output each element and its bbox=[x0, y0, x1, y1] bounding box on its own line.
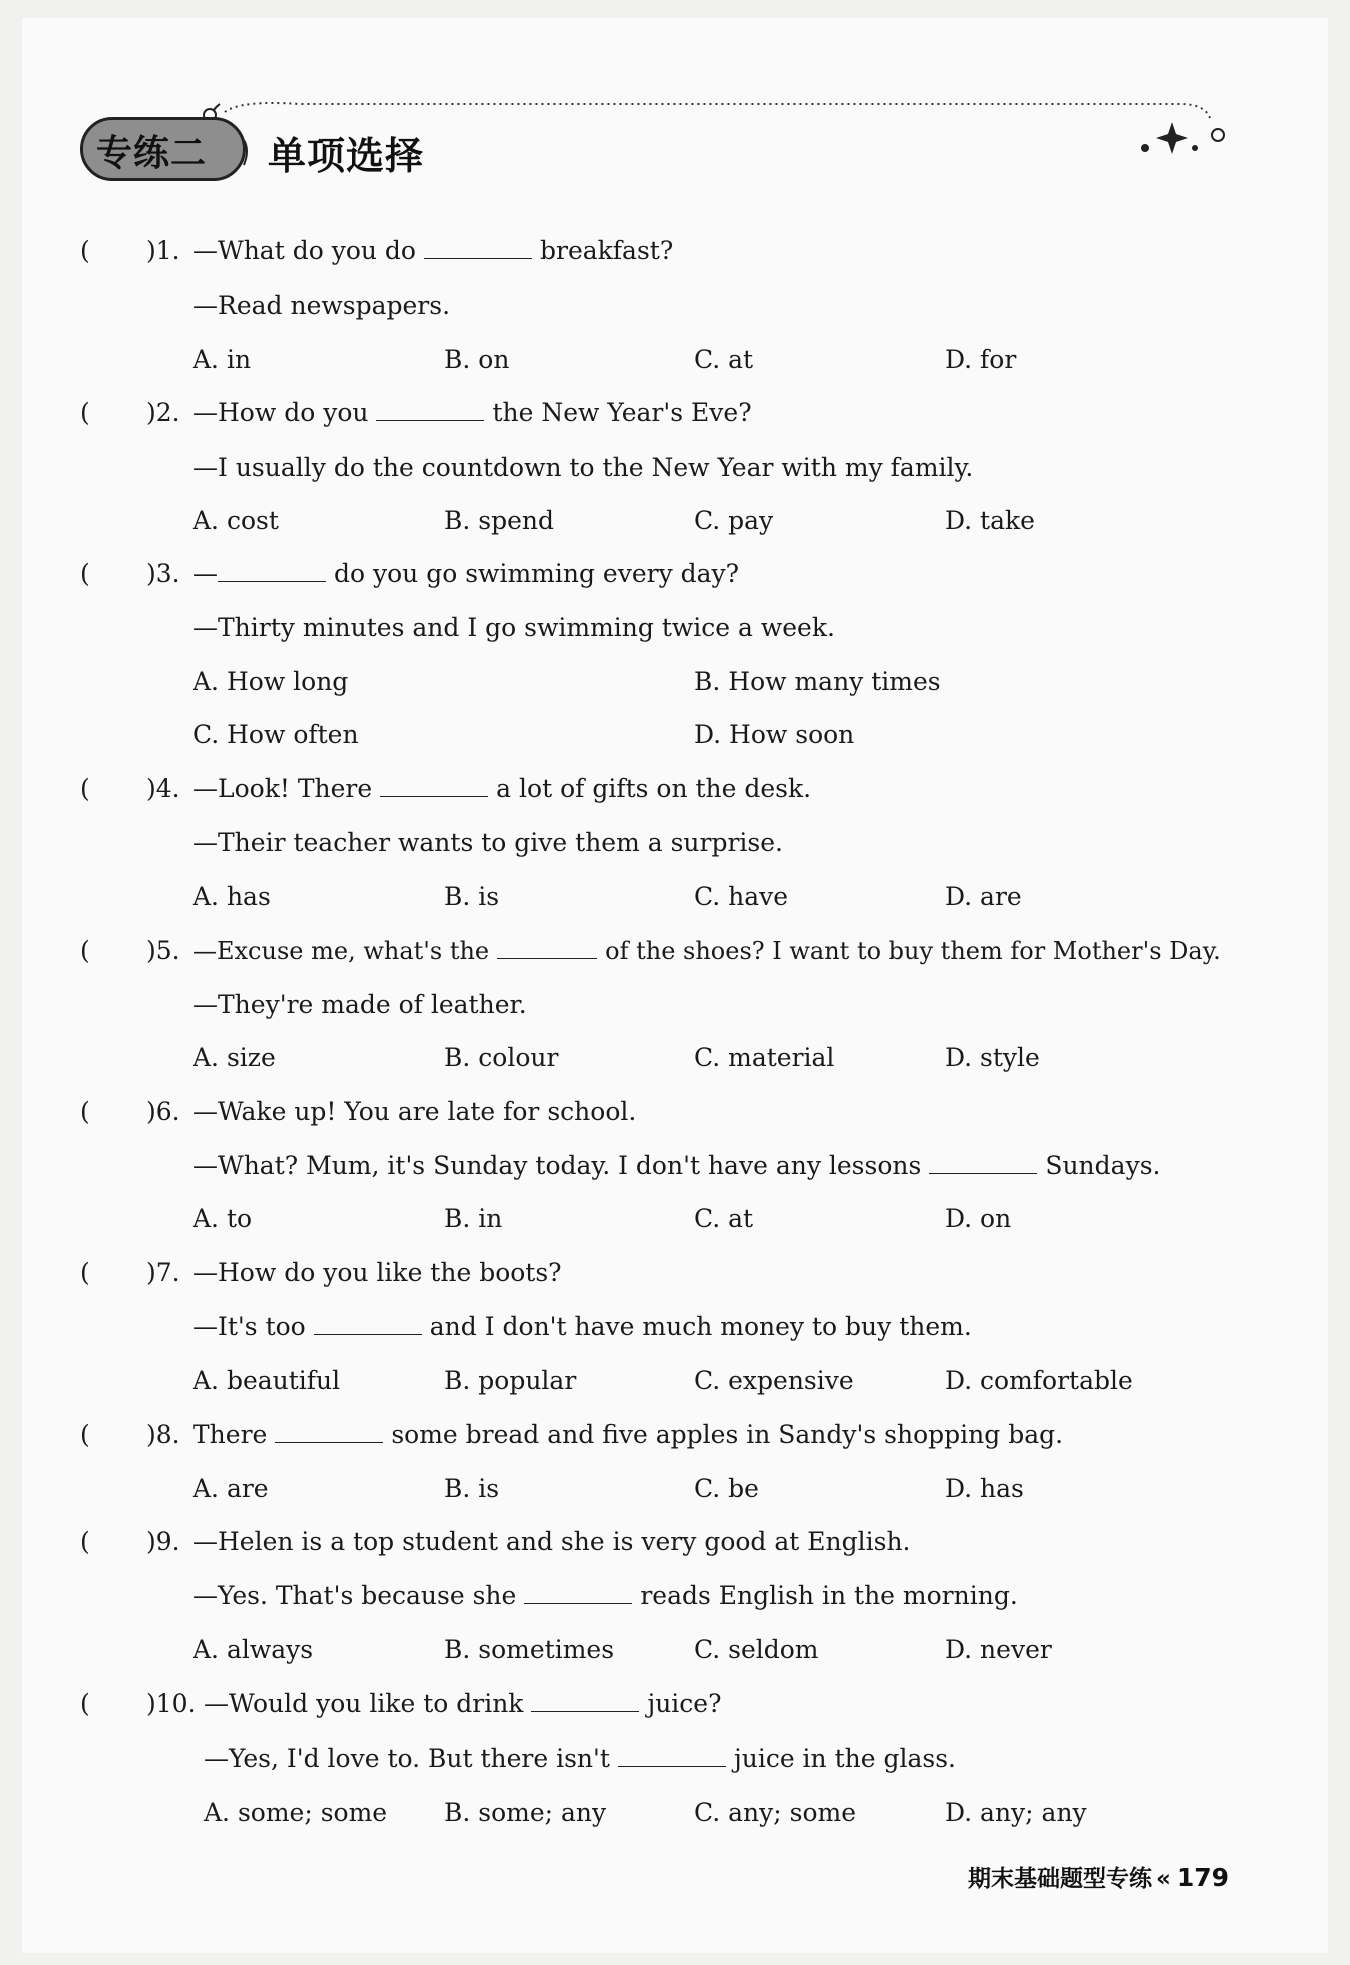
book-title: 期末基础题型专练 bbox=[968, 1866, 1152, 1892]
option-d: D. has bbox=[945, 1474, 1024, 1503]
section-title: 单项选择 bbox=[268, 134, 425, 178]
question-line: —Yes. That's because she reads English in the morning. bbox=[193, 1581, 1018, 1610]
option-c: C. How often bbox=[193, 720, 359, 749]
question-3-line-2 bbox=[0, 603, 1350, 653]
question-5 bbox=[0, 926, 1350, 976]
question-10-options bbox=[0, 1788, 1350, 1838]
answer-paren: ( bbox=[80, 1258, 90, 1287]
question-2-line-2 bbox=[0, 443, 1350, 493]
option-b: B. popular bbox=[444, 1366, 577, 1395]
question-line: —What? Mum, it's Sunday today. I don't have any lessons Sundays. bbox=[193, 1151, 1161, 1180]
question-line: —How do you like the boots? bbox=[193, 1258, 562, 1287]
question-line: —Their teacher wants to give them a surprise. bbox=[193, 828, 783, 857]
answer-blank bbox=[618, 1744, 726, 1767]
question-3-options-row-1 bbox=[0, 657, 1350, 707]
page-number: 179 bbox=[1176, 1863, 1230, 1892]
question-line: —Helen is a top student and she is very good at English. bbox=[193, 1527, 911, 1556]
question-6-line-2 bbox=[0, 1141, 1350, 1191]
question-number: )7. bbox=[146, 1258, 180, 1287]
question-number: )3. bbox=[146, 559, 180, 588]
question-1-line-2 bbox=[0, 281, 1350, 331]
chevron-left-icon: « bbox=[1156, 1866, 1171, 1892]
option-a: A. beautiful bbox=[193, 1366, 341, 1395]
option-d: D. never bbox=[945, 1635, 1052, 1664]
option-d: D. for bbox=[945, 345, 1017, 374]
option-b: B. How many times bbox=[694, 667, 941, 696]
option-b: B. colour bbox=[444, 1043, 559, 1072]
question-9-options bbox=[0, 1625, 1350, 1675]
question-number: )9. bbox=[146, 1527, 180, 1556]
question-9 bbox=[0, 1517, 1350, 1567]
question-6 bbox=[0, 1087, 1350, 1137]
option-a: A. in bbox=[193, 345, 252, 374]
question-7-line-2 bbox=[0, 1302, 1350, 1352]
question-2-options bbox=[0, 496, 1350, 546]
option-a: A. are bbox=[193, 1474, 269, 1503]
option-d: D. comfortable bbox=[945, 1366, 1133, 1395]
answer-paren: ( bbox=[80, 559, 90, 588]
question-line: There some bread and five apples in Sandy's shopping bag. bbox=[193, 1420, 1064, 1449]
question-line: —Read newspapers. bbox=[193, 291, 451, 320]
answer-blank bbox=[424, 236, 532, 259]
question-8-options bbox=[0, 1464, 1350, 1514]
option-a: A. How long bbox=[193, 667, 349, 696]
answer-blank bbox=[376, 398, 484, 421]
question-line: — do you go swimming every day? bbox=[193, 559, 740, 588]
option-b: B. in bbox=[444, 1204, 503, 1233]
page-footer bbox=[968, 1860, 1229, 1893]
question-7-options bbox=[0, 1356, 1350, 1406]
question-line: —They're made of leather. bbox=[193, 990, 527, 1019]
option-b: B. is bbox=[444, 1474, 500, 1503]
question-1 bbox=[0, 226, 1350, 276]
question-9-line-2 bbox=[0, 1571, 1350, 1621]
answer-blank bbox=[218, 559, 326, 582]
question-2 bbox=[0, 388, 1350, 438]
question-3-options-row-2 bbox=[0, 710, 1350, 760]
option-b: B. on bbox=[444, 345, 510, 374]
option-a: A. always bbox=[193, 1635, 314, 1664]
option-c: C. any; some bbox=[694, 1798, 857, 1827]
section-tag-label: 专练二 bbox=[96, 133, 208, 174]
question-10-line-2 bbox=[0, 1734, 1350, 1784]
option-d: D. on bbox=[945, 1204, 1012, 1233]
question-number: )2. bbox=[146, 398, 180, 427]
question-number: )1. bbox=[146, 236, 180, 265]
option-c: C. have bbox=[694, 882, 789, 911]
answer-blank bbox=[531, 1689, 639, 1712]
answer-paren: ( bbox=[80, 1689, 90, 1718]
answer-paren: ( bbox=[80, 1097, 90, 1126]
option-d: D. style bbox=[945, 1043, 1040, 1072]
answer-paren: ( bbox=[80, 936, 90, 965]
answer-blank bbox=[497, 936, 597, 959]
option-d: D. any; any bbox=[945, 1798, 1087, 1827]
question-4-line-2 bbox=[0, 818, 1350, 868]
option-c: C. material bbox=[694, 1043, 835, 1072]
question-8 bbox=[0, 1410, 1350, 1460]
question-4 bbox=[0, 764, 1350, 814]
question-line: —It's too and I don't have much money to buy them. bbox=[193, 1312, 972, 1341]
question-number: )10. bbox=[146, 1689, 196, 1718]
answer-paren: ( bbox=[80, 236, 90, 265]
answer-blank bbox=[380, 774, 488, 797]
question-5-options bbox=[0, 1033, 1350, 1083]
question-number: )6. bbox=[146, 1097, 180, 1126]
answer-paren: ( bbox=[80, 1420, 90, 1449]
option-a: A. size bbox=[193, 1043, 276, 1072]
answer-blank bbox=[275, 1420, 383, 1443]
answer-paren: ( bbox=[80, 774, 90, 803]
option-b: B. is bbox=[444, 882, 500, 911]
question-line: —Thirty minutes and I go swimming twice a week. bbox=[193, 613, 835, 642]
question-line: —Would you like to drink juice? bbox=[204, 1689, 722, 1718]
question-5-line-2 bbox=[0, 980, 1350, 1030]
question-6-options bbox=[0, 1194, 1350, 1244]
option-c: C. at bbox=[694, 345, 754, 374]
option-d: D. take bbox=[945, 506, 1035, 535]
question-number: )8. bbox=[146, 1420, 180, 1449]
question-1-options bbox=[0, 335, 1350, 385]
answer-paren: ( bbox=[80, 398, 90, 427]
option-b: B. spend bbox=[444, 506, 554, 535]
question-4-options bbox=[0, 872, 1350, 922]
option-d: D. How soon bbox=[694, 720, 855, 749]
question-line: —What do you do breakfast? bbox=[193, 236, 674, 265]
question-10 bbox=[0, 1679, 1350, 1729]
answer-blank bbox=[524, 1581, 632, 1604]
question-line: —Look! There a lot of gifts on the desk. bbox=[193, 774, 812, 803]
option-a: A. some; some bbox=[204, 1798, 388, 1827]
option-d: D. are bbox=[945, 882, 1022, 911]
option-b: B. some; any bbox=[444, 1798, 607, 1827]
option-c: C. be bbox=[694, 1474, 759, 1503]
option-c: C. pay bbox=[694, 506, 774, 535]
question-number: )5. bbox=[146, 936, 180, 965]
option-c: C. at bbox=[694, 1204, 754, 1233]
option-a: A. cost bbox=[193, 506, 279, 535]
option-a: A. to bbox=[193, 1204, 253, 1233]
question-line: —Yes, I'd love to. But there isn't juice in the glass. bbox=[204, 1744, 957, 1773]
option-b: B. sometimes bbox=[444, 1635, 615, 1664]
question-3 bbox=[0, 549, 1350, 599]
question-line: —Wake up! You are late for school. bbox=[193, 1097, 637, 1126]
question-number: )4. bbox=[146, 774, 180, 803]
section-header bbox=[0, 0, 1350, 200]
question-7 bbox=[0, 1248, 1350, 1298]
option-c: C. expensive bbox=[694, 1366, 854, 1395]
question-line: —How do you the New Year's Eve? bbox=[193, 398, 752, 427]
option-c: C. seldom bbox=[694, 1635, 819, 1664]
answer-paren: ( bbox=[80, 1527, 90, 1556]
question-line: —I usually do the countdown to the New Year with my family. bbox=[193, 453, 974, 482]
question-line: —Excuse me, what's the of the shoes? I want to buy them for Mother's Day. bbox=[193, 937, 1221, 965]
option-a: A. has bbox=[193, 882, 271, 911]
answer-blank bbox=[314, 1312, 422, 1335]
answer-blank bbox=[929, 1151, 1037, 1174]
